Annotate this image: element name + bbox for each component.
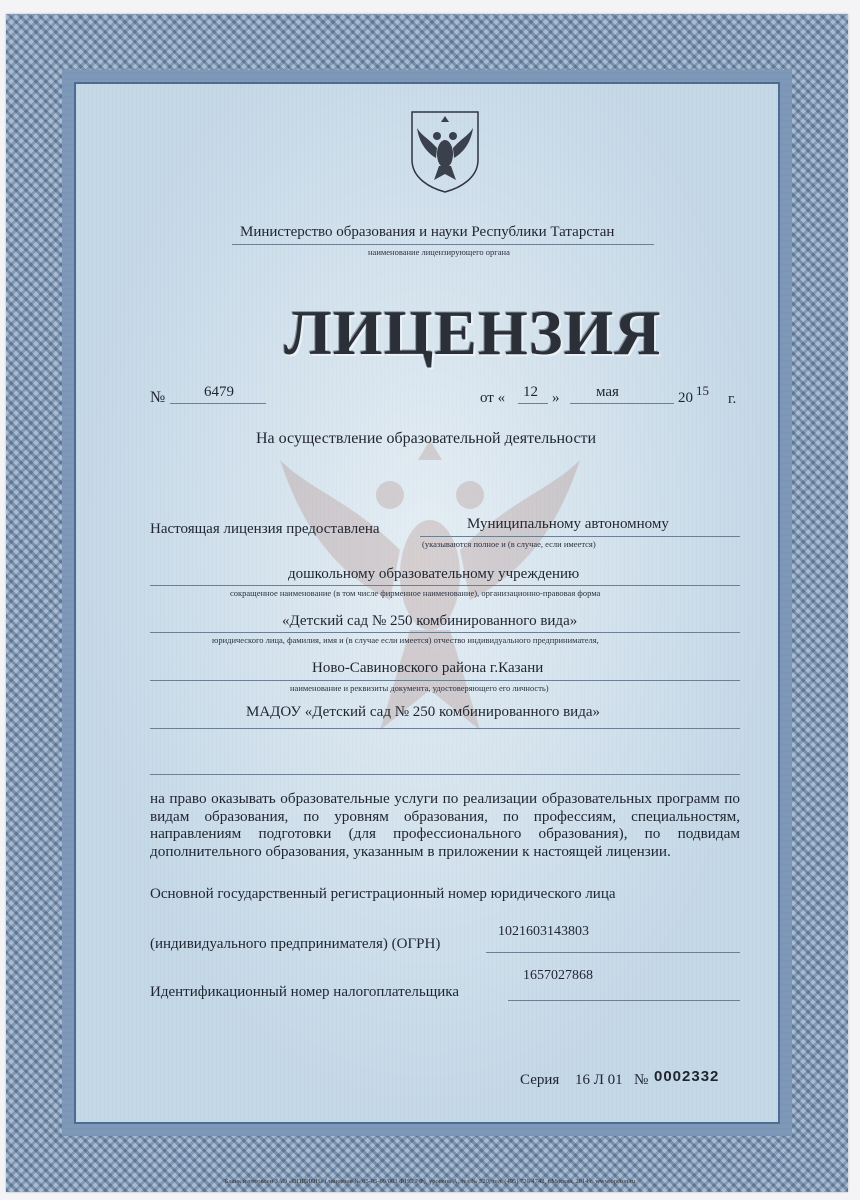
grantee-rule-3 [150,632,740,633]
document-title: ЛИЦЕНЗИЯ [284,297,662,368]
rights-paragraph: на право оказывать образовательные услуги по реализации образовательных программ по видам образования, по уровням образования, по профессиям, специальностям, направлениям подготовки (для профессионального образования), по подвидам дополнительного образования, указанным в приложении к настоящей лицензии. [150,790,740,860]
ogrn-label-2: (индивидуального предпринимателя) (ОГРН) [150,936,441,952]
ogrn-line [486,952,740,953]
license-subject: На осуществление образовательной деятельности [256,430,597,447]
authority-caption: наименование лицензирующего органа [368,247,510,257]
coat-of-arms-icon [408,108,482,194]
ogrn-value: 1021603143803 [498,924,589,939]
grantee-rule-1 [420,536,740,537]
inn-value: 1657027868 [523,968,593,983]
grantee-line-3: «Детский сад № 250 комбинированного вида» [282,613,578,629]
date-month: мая [596,384,619,400]
grantee-rule-2 [150,585,740,586]
date-day: 12 [523,384,538,400]
authority-line [232,244,654,245]
form-manufacturer-footer: Бланк изготовлен ЗАО «ОПЦИОН» (лицензия № 05-05-09/003 ФНС РФ), уровень А, тел № 520, тел. (495) 726 4742, г.Москва, 2014 г. www.opcion.ru [224,1178,636,1185]
grantee-line-1: Муниципальному автономному [467,516,669,532]
grantee-label: Настоящая лицензия предоставлена [150,521,380,537]
grantee-caption-3: юридического лица, фамилия, имя и (в случае если имеется) отчество индивидуального предпринимателя, [212,635,599,645]
grantee-caption-4: наименование и реквизиты документа, удостоверяющего его личность) [290,683,549,693]
grantee-line-2: дошкольному образовательному учреждению [288,566,580,582]
ogrn-label-1: Основной государственный регистрационный номер юридического лица [150,886,616,902]
month-line [570,403,674,404]
license-number: 6479 [204,384,234,400]
series-label: Серия [520,1072,560,1088]
grantee-caption-2: сокращенное наименование (в том числе фирменное наименование), организационно-правовая форма [230,588,601,598]
inn-label: Идентификационный номер налогоплательщика [150,984,460,1000]
grantee-line-4: Ново-Савиновского района г.Казани [312,660,544,676]
grantee-rule-5 [150,728,740,729]
number-sign: № [150,389,166,406]
grantee-line-5: МАДОУ «Детский сад № 250 комбинированного вида» [246,704,600,720]
inn-line [508,1000,740,1001]
date-year-label: г. [728,391,737,407]
series-value: 16 Л 01 [575,1072,623,1088]
date-close-quote: » [552,390,560,406]
date-from-label: от « [480,390,506,406]
date-year-suffix: 15 [696,383,709,398]
series-number-sign: № [634,1072,649,1088]
series-number: 0002332 [654,1068,720,1085]
number-line [170,403,266,404]
day-line [518,403,548,404]
grantee-rule-6 [150,774,740,775]
grantee-rule-4 [150,680,740,681]
grantee-caption-1: (указываются полное и (в случае, если имеется) [422,539,596,549]
licensing-authority: Министерство образования и науки Республики Татарстан [240,224,615,240]
date-year-prefix: 20 [678,390,693,406]
